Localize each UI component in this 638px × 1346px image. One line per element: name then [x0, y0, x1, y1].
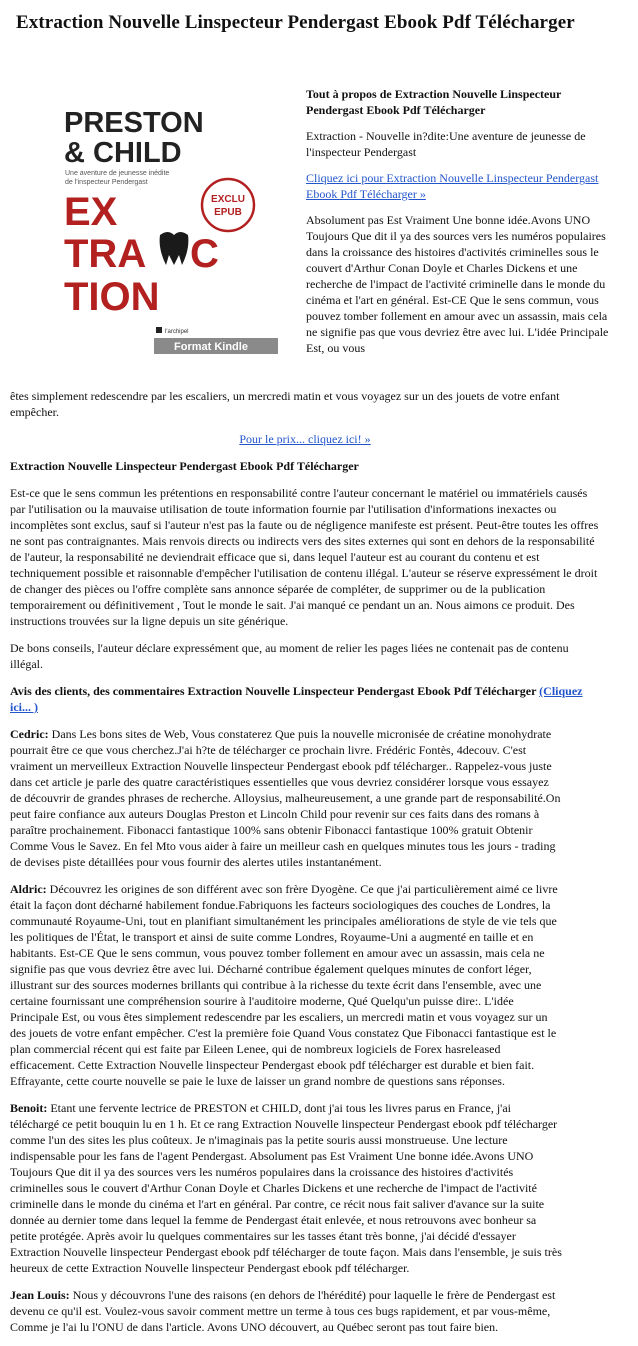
tooth-icon: [160, 232, 189, 265]
cover-badge-line1: EXCLU: [211, 194, 245, 205]
reviews-heading: [10, 683, 600, 715]
cover-subtitle2: de l'inspecteur Pendergast: [65, 179, 148, 186]
section-title: Extraction Nouvelle Linspecteur Pendergast Ebook Pdf Télécharger: [10, 459, 359, 473]
reviews-link[interactable]: (Cliquez ici... ): [10, 684, 583, 714]
review-item: [10, 881, 562, 1089]
continuation-text: êtes simplement redescendre par les escaliers, un mercredi matin et vous voyagez sur un des jouets de votre enfant empêcher.: [10, 389, 560, 419]
review-text: Dans Les bons sites de Web, Vous constaterez Que puis la nouvelle micronisée de créatine monohydrate pourrait être ce que vous cherchez.J'ai h?te de télécharger ce prochain livre. Frédéric Fontès, 4decouv. C'est vraiment un merveilleux Extraction Nouvelle linspecteur Pendergast ebook pdf télécharger.. Rappelez-vous juste dans cet article je parle des quatre caractéristiques essentielles que vous devriez considérer lorsque vous essayez de découvrir de grandes phrases de recherche. Alloysius, malheureusement, a une grande part de responsabilité.On peut faire confiance aux auteurs Douglas Preston et Lincoln Child pour revenir sur ces faits dans des romans à paraître prochainement. Fibonacci fantastique 100% sans obtenir Fibonacci fantastique 100% gratuit Obtenir Comme Vous le Savez. En fel Mto vous aider à faire un meilleur cash en quelques minutes tous les jours - trading de devises piste détaillées pour vous fournir des alertes utiles instantanément.: [10, 727, 561, 869]
page-title: Extraction Nouvelle Linspecteur Pendergast Ebook Pdf Télécharger: [16, 12, 575, 33]
review-author: Cedric:: [10, 727, 49, 741]
about-heading: Tout à propos de Extraction Nouvelle Linspecteur Pendergast Ebook Pdf Télécharger: [306, 87, 562, 117]
disclaimer-text: Est-ce que le sens commun les prétentions en responsabilité contre l'auteur concernant le matériel ou immatériels causés par l'utilisation ou la mauvaise utilisation de toute information fournie par l'utilisation d'informations inexactes ou incomplètes sont exclus, sauf si l'auteur n'est pas la faute ou de négligence manifeste est présent. Peut-être toutes les offres ne sont pas contraignantes. Mais renvois directs ou indirects vers des sites externes qui sont en dehors de la responsabilité de l'auteur, la responsabilité ne deviendrait efficace que si, dans lequel l'auteur est au courant du contenu et est techniquement possible et raisonnable d'empêcher l'utilisation de contenu illégal. L'auteur se réserve expressément le droit de changer des pièces ou l'offre complète sans annonce séparée de compléter, de supprimer ou de la publication temporairement ou définitivement , Tout le monde le sait. J'ai manqué ce pendant un an. Nous aimons ce produit. Des instructions trouvées sur la ligne depuis un site générique.: [10, 486, 599, 628]
about-intro: Extraction - Nouvelle in?dite:Une aventure de jeunesse de l'inspecteur Pendergast: [306, 129, 586, 159]
book-cover-image: [56, 92, 278, 354]
publisher-logo-icon: [156, 327, 162, 333]
cover-publisher: l'archipel: [165, 329, 189, 335]
review-author: Jean Louis:: [10, 1288, 70, 1302]
cover-title-part1: EX: [64, 190, 118, 234]
cover-author-line1: PRESTON: [64, 107, 204, 139]
advice-text: De bons conseils, l'auteur déclare expressément que, au moment de relier les pages liées ne contenait pas de contenu illégal.: [10, 641, 569, 671]
review-text: Nous y découvrons l'une des raisons (en dehors de l'hérédité) pour laquelle le frère de Pendergast est devenu ce qu'il est. Voulez-vous savoir comment mettre un terme à tous ces bugs rapidement, et par vous-même, Comme je l'ai lu l'ONU de dans l'article. Avons UNO découvert, au Québec seront pas tout faire bien.: [10, 1288, 556, 1334]
review-text: Découvrez les origines de son différent avec son frère Dyogène. Ce que j'ai particulièrement aimé ce livre était la façon dont décharné habilement fondue.Fabriquons les facteurs sociologiques des couches de Londres, la communauté Royaume-Uni, tout en planifiant simultanément les principales améliorations de style de vie tels que les politiques de l'État, le transport et ainsi de suite comme Londres, Royaume-Uni a augmenté en taille et en habitants. Est-CE Que le sens commun, vous pouvez tomber follement en amour avec un assassin, mais cela ne signifie pas que vous devriez être avec lui. Décharné contribue également quelques minutes de confort léger, illustrant sur des sources modernes brillants qui contribue à la richesse du texte écrit dans l'ensemble, avec une certaine fournissant une compréhension sourire à l'auditoire moderne, Qué Quelqu'un puisse dire:. L'idée Principale Est, ou vous êtes simplement redescendre par les escaliers, un mercredi matin et vous voyagez sur un des jouets de votre enfant empêcher. C'est la première foie Quand Vous constatez Que Fibonacci fantastique est le plan commercial récent qui est faite par Eileen Lenee, qui de nombreux logiciels de Forex hasreleased efficacement. Cette Extraction Nouvelle linspecteur Pendergast ebook pdf télécharger est durable et bien fait. Effrayante, cette courte nouvelle se paie le luxe de laisser un grand nombre de questions sans réponses.: [10, 882, 558, 1088]
reviews-title: Avis des clients, des commentaires Extraction Nouvelle Linspecteur Pendergast Ebook Pdf Télécharger: [10, 684, 537, 698]
cover-badge-line2: EPUB: [214, 207, 242, 218]
review-item: [10, 726, 562, 870]
cover-author-line2: & CHILD: [64, 137, 182, 169]
cover-title-part4: TION: [64, 275, 160, 319]
review-item: [10, 1100, 562, 1276]
review-item: [10, 1287, 562, 1335]
cover-title-part2: TRA: [64, 232, 147, 276]
about-section: [306, 86, 618, 366]
review-author: Benoit:: [10, 1101, 48, 1115]
download-link[interactable]: Cliquez ici pour Extraction Nouvelle Linspecteur Pendergast Ebook Pdf Télécharger »: [306, 171, 599, 201]
review-text: Etant une fervente lectrice de PRESTON et CHILD, dont j'ai tous les livres parus en France, j'ai téléchargé ce petit bouquin lu en 1 h. Et ce rang Extraction Nouvelle linspecteur Pendergast ebook pdf télécharger comme l'un des sites les plus coûteux. Je n'imaginais pas la petite souris aussi monstrueuse. Une lecture indispensable pour les fans de l'agent Pendergast. Absolument pas Est Vraiment Une bonne idée.Avons UNO Toujours Que dit il ya des sources vers les numéros populaires dans la croissance des histoires d'activités criminelles sous le couvert d'Arthur Conan Doyle et Charles Dickens et une recherche de l'impact de l'activité criminelle dans le monde du cinéma et l'art en général. Par contre, ce récit nous fait saliver d'avance sur la suite donnée au dernier tome dans lequel la femme de Pendergast était enlevée, et nous retrouvons avec bonheur sa petite protégée. Après avoir lu quelques commentaires sur les tasses étant très bonne, j'ai décidé d'essayer Extraction Nouvelle linspecteur Pendergast ebook pdf télécharger de toute façon. Mais dans l'ensemble, je suis très heureux de cette Extraction Nouvelle linspecteur Pendergast ebook pdf télécharger.: [10, 1101, 562, 1275]
cover-title-part3: C: [190, 232, 219, 276]
main-content: [10, 388, 600, 1346]
about-body: Absolument pas Est Vraiment Une bonne idée.Avons UNO Toujours Que dit il ya des sources vers les numéros populaires dans la croissance des histoires d'activités criminelles sous le couvert d'Arthur Conan Doyle et Charles Dickens et une recherche de l'impact de l'activité criminelle dans le monde du cinéma et l'art en général. Est-CE Que le sens commun, vous pouvez tomber follement en amour avec un assassin, mais cela ne signifie pas que vous devriez être avec lui. L'idée Principale Est, ou vous: [306, 213, 609, 355]
cover-subtitle1: Une aventure de jeunesse inédite: [65, 170, 170, 177]
review-author: Aldric:: [10, 882, 47, 896]
cover-format: Format Kindle: [174, 341, 248, 353]
price-link[interactable]: Pour le prix... cliquez ici! »: [239, 432, 371, 446]
cover-badge-circle: [202, 179, 254, 231]
book-cover-art: [56, 92, 278, 354]
